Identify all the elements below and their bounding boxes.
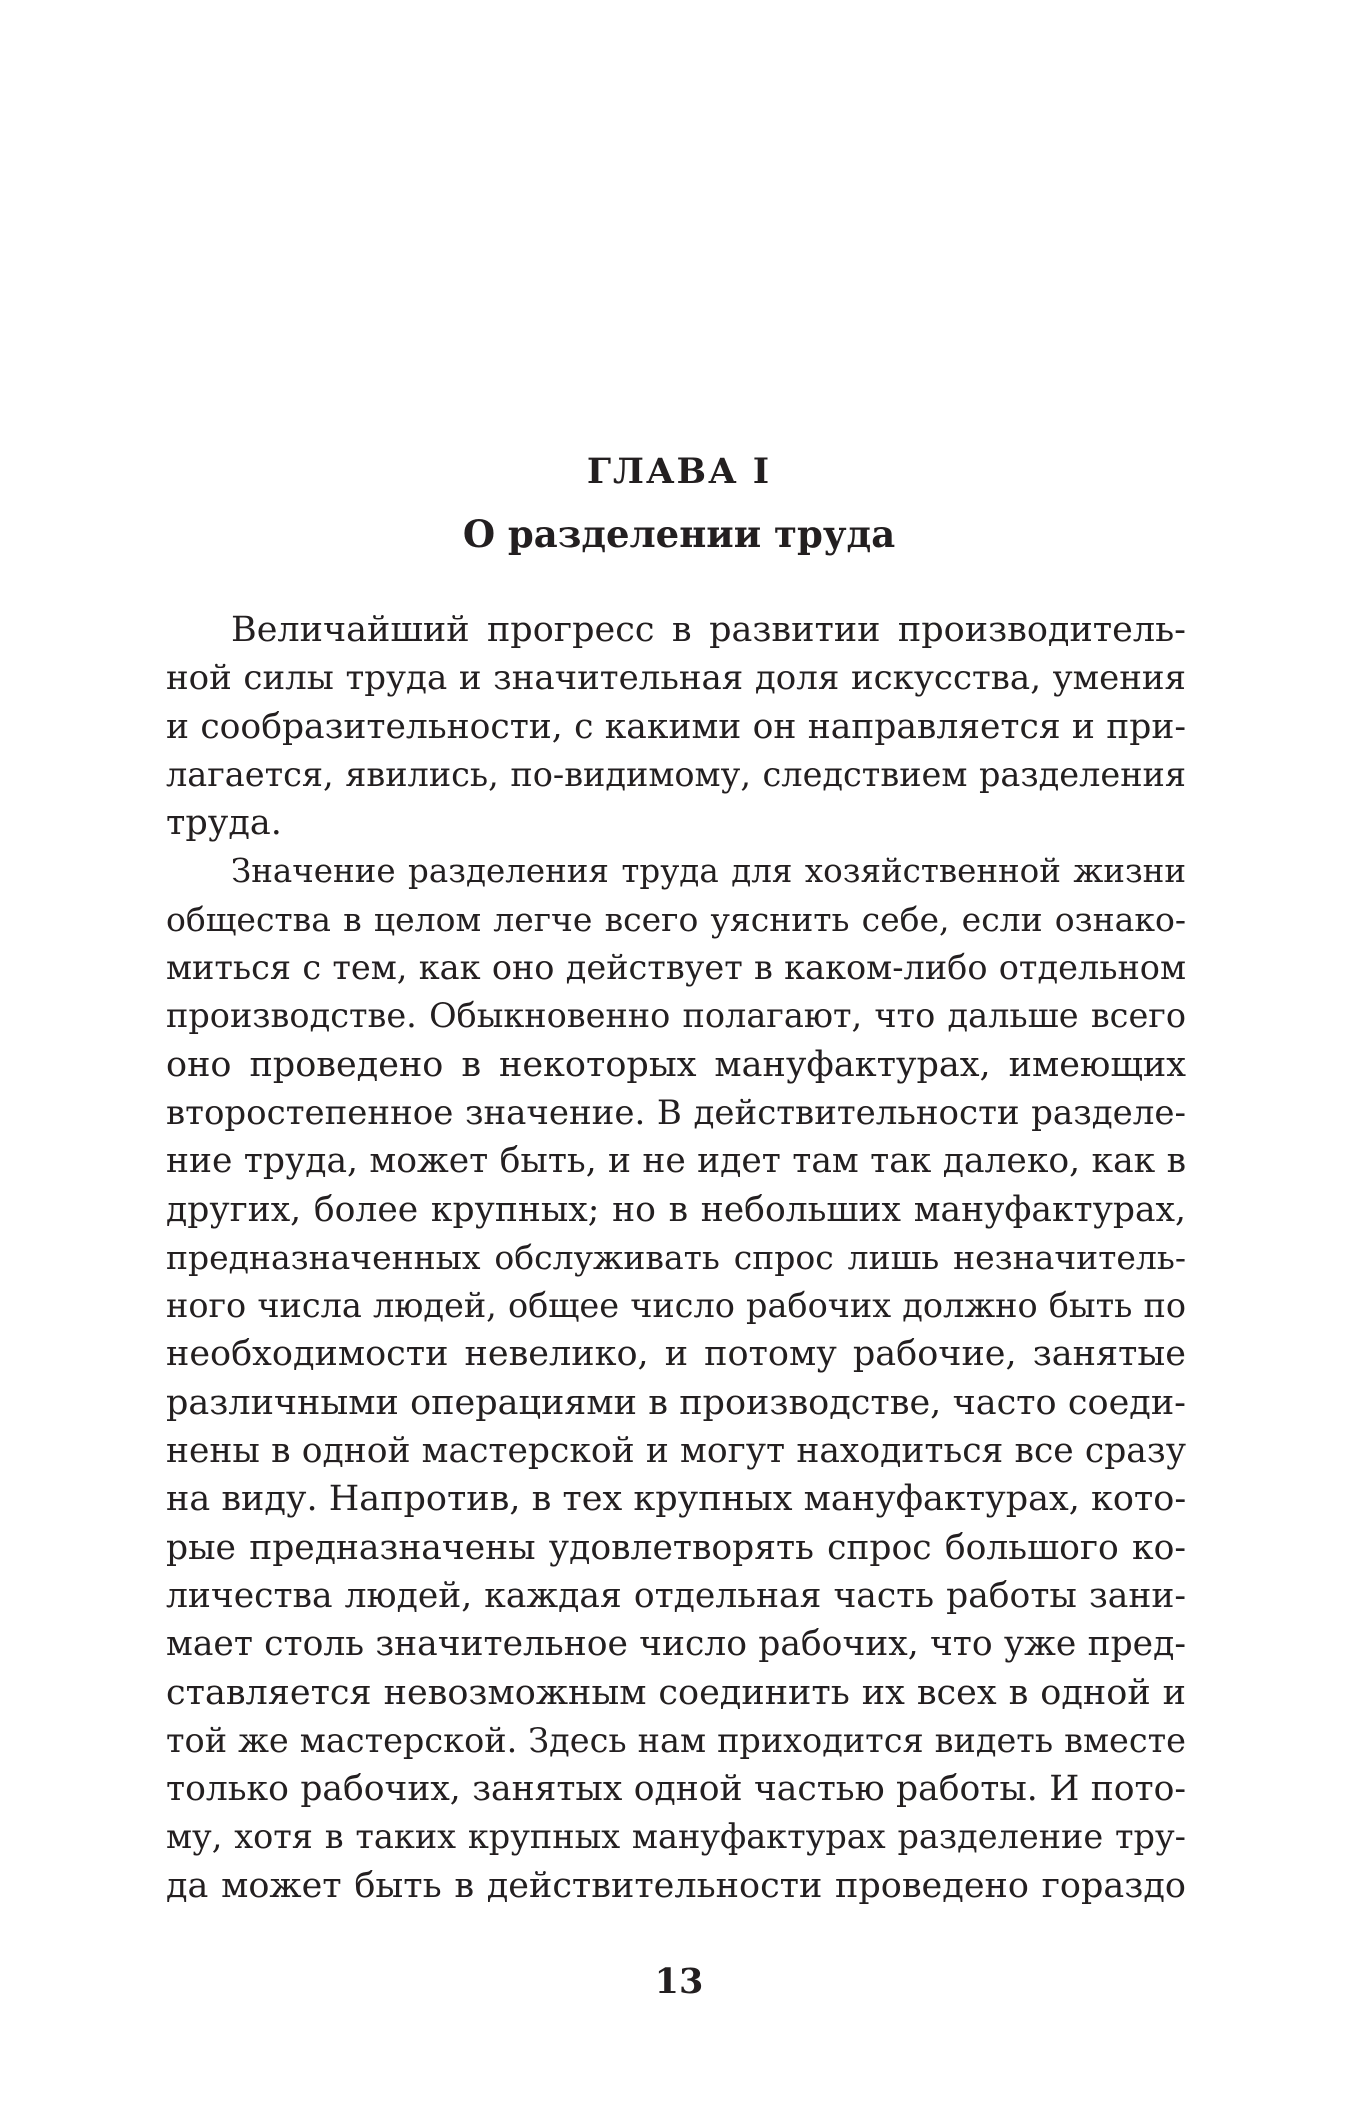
text-line: ние труда, может быть, и не идет там так далеко, как в <box>166 1141 1186 1182</box>
paragraph-1 <box>166 606 1186 847</box>
text-line: нены в одной мастерской и могут находиться все сразу <box>166 1431 1186 1472</box>
page-number: 13 <box>654 1961 704 2002</box>
text-line: да может быть в действительности проведено гораздо <box>166 1865 1186 1906</box>
text-line: лагается, явились, по-видимому, следствием разделения <box>166 754 1186 794</box>
chapter-label: ГЛАВА I <box>586 451 772 492</box>
text-line: рые предназначены удовлетворять спрос большого ко- <box>166 1527 1186 1568</box>
text-line: той же мастерской. Здесь нам приходится видеть вместе <box>166 1720 1186 1760</box>
text-line: различными операциями в производстве, часто соеди- <box>166 1382 1186 1423</box>
text-line: второстепенное значение. В действительности разделе- <box>166 1092 1186 1133</box>
text-line: ной силы труда и значительная доля искусства, умения <box>166 658 1186 699</box>
text-line: ставляется невозможным соединить их всех в одной и <box>166 1672 1186 1713</box>
paragraph-2 <box>166 847 1186 1910</box>
text-line: мает столь значительное число рабочих, что уже пред- <box>166 1624 1186 1665</box>
text-line: труда. <box>166 803 282 844</box>
text-line: предназначенных обслуживать спрос лишь незначитель- <box>166 1237 1186 1277</box>
text-line: на виду. Напротив, в тех крупных мануфактурах, кото- <box>166 1479 1186 1520</box>
text-line: личества людей, каждая отдельная часть работы зани- <box>166 1575 1186 1616</box>
text-line: Значение разделения труда для хозяйственной жизни <box>231 852 1186 891</box>
chapter-title: О разделении труда <box>462 512 896 556</box>
text-line: необходимости невелико, и потому рабочие, занятые <box>166 1334 1186 1375</box>
text-line: производстве. Обыкновенно полагают, что дальше всего <box>166 996 1186 1036</box>
text-line: миться с тем, как оно действует в каком-либо отдельном <box>166 948 1186 988</box>
text-line: му, хотя в таких крупных мануфактурах разделение тру- <box>166 1817 1186 1857</box>
text-line: только рабочих, занятых одной частью работы. И пото- <box>166 1769 1186 1810</box>
text-line: ного числа людей, общее число рабочих должно быть по <box>166 1286 1186 1326</box>
text-line: Величайший прогресс в развитии производитель- <box>231 610 1186 650</box>
text-line: других, более крупных; но в небольших мануфактурах, <box>166 1189 1186 1230</box>
body-text <box>166 606 1186 1910</box>
text-line: общества в целом легче всего уяснить себе, если ознако- <box>166 899 1186 939</box>
text-line: оно проведено в некоторых мануфактурах, имеющих <box>166 1044 1186 1085</box>
text-line: и сообразительности, с какими он направляется и при- <box>166 706 1186 747</box>
